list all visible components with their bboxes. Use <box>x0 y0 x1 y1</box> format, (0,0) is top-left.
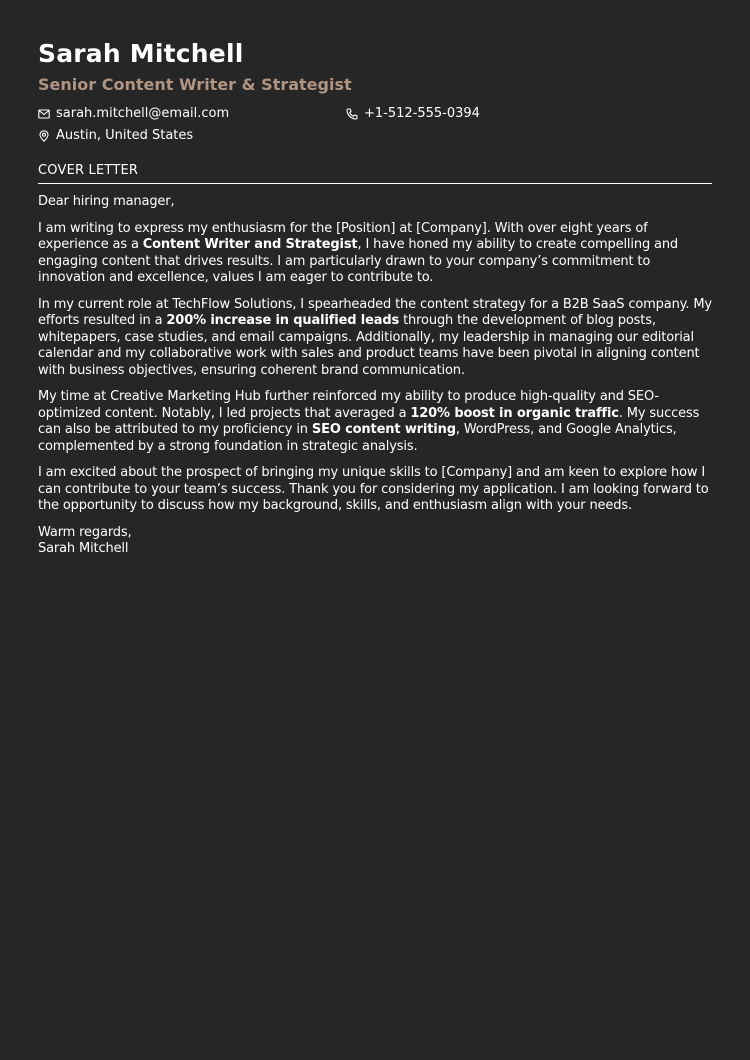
paragraph-1 <box>38 221 712 287</box>
paragraph-4: I am excited about the prospect of bringing my unique skills to [Company] and am keen to explore how I can contribute to your team’s success. Thank you for considering my application. I am looking forward to the opportunity to discuss how my background, skills, and enthusiasm align with your needs. <box>38 465 709 513</box>
letter-body <box>38 194 712 558</box>
envelope-icon <box>38 108 50 120</box>
paragraph-1-highlight: Content Writer and Strategist <box>142 237 358 252</box>
section-title: COVER LETTER <box>38 163 712 184</box>
paragraph-2-text-c: through the development of blog posts, whitepapers, case studies, and email campaigns. Additionally, my leadership in managing our editorial calendar and my collaborative work with sales and product teams have been pivotal in aligning content with business objectives, ensuring coherent brand communication. <box>38 313 700 378</box>
paragraph-2-text-a: In my current role at TechFlow Solutions, I spearheaded the content strategy for a B2B SaaS company. My efforts resulted in a <box>38 296 712 328</box>
contact-row-2 <box>38 125 712 147</box>
location-contact <box>38 125 346 147</box>
paragraph-1-text-c: , I have honed my ability to create compelling and engaging content that drives results. I am particularly drawn to your company’s commitment to innovation and excellence, values I am eager to contribute to. <box>38 237 679 285</box>
job-title: Senior Content Writer & Strategist <box>38 75 352 94</box>
paragraph-2-highlight: 200% increase in qualified leads <box>166 313 400 328</box>
location-text: Austin, United States <box>56 128 194 143</box>
phone-icon <box>346 108 358 120</box>
paragraph-3-text-a: My time at Creative Marketing Hub further reinforced my ability to produce high-quality and SEO-optimized content. Notably, I led projects that averaged a <box>38 389 659 421</box>
paragraph-3-highlight-1: 120% boost in organic traffic <box>410 405 619 421</box>
contact-info <box>38 103 712 147</box>
phone-text[interactable]: +1-512-555-0394 <box>364 106 480 121</box>
paragraph-2 <box>38 297 712 380</box>
signature: Sarah Mitchell <box>38 541 129 556</box>
phone-contact[interactable] <box>346 103 654 125</box>
salutation: Dear hiring manager, <box>38 194 175 209</box>
closing-block <box>38 525 712 558</box>
candidate-name: Sarah Mitchell <box>38 39 244 68</box>
map-pin-icon <box>38 130 50 142</box>
contact-row-1 <box>38 103 712 125</box>
paragraph-3 <box>38 389 712 455</box>
paragraph-3-text-c: . My success can also be attributed to my proficiency in <box>38 405 700 437</box>
paragraph-3-text-e: , WordPress, and Google Analytics, complemented by a strong foundation in strategic analysis. <box>38 422 677 454</box>
closing-phrase: Warm regards, <box>38 524 132 540</box>
paragraph-1-text-a: I am writing to express my enthusiasm for the [Position] at [Company]. With over eight years of experience as a <box>38 220 648 252</box>
email-contact[interactable] <box>38 103 346 125</box>
email-text[interactable]: sarah.mitchell@email.com <box>56 106 230 121</box>
paragraph-3-highlight-2: SEO content writing <box>311 422 456 437</box>
